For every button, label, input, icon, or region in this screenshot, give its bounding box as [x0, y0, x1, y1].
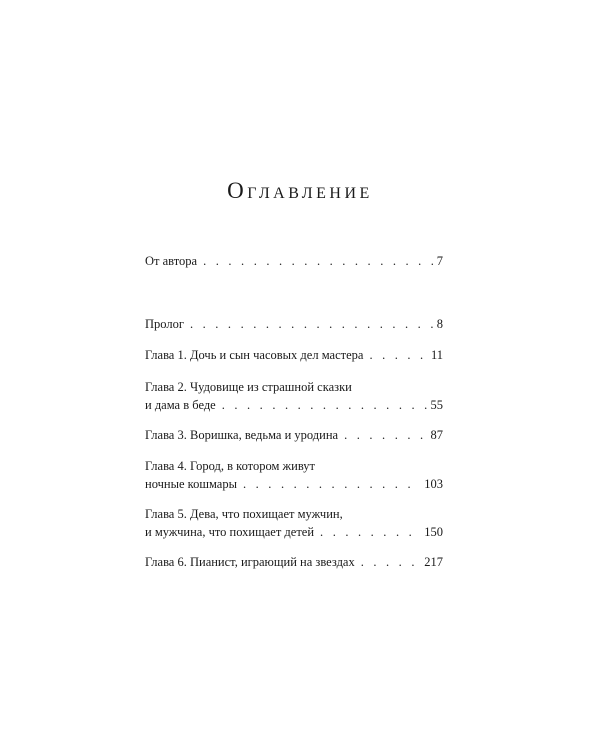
toc-leader-dots: [369, 346, 427, 364]
toc-leader-dots: [190, 315, 433, 333]
toc-entry-chapter-3[interactable]: [145, 426, 443, 444]
toc-entry-chapter-1[interactable]: [145, 346, 443, 364]
toc-line: [145, 378, 443, 396]
toc-entry-prologue[interactable]: [145, 315, 443, 333]
toc-entry-title: Глава 1. Дочь и сын часовых дел мастера: [145, 348, 364, 362]
toc-entry-chapter-4[interactable]: [145, 457, 443, 493]
toc-entry-title: Глава 6. Пианист, играющий на звездах: [145, 555, 355, 569]
toc-page-number: 150: [424, 525, 443, 539]
toc-line: [145, 315, 443, 333]
toc-entry-title-continued: ночные кошмары: [145, 477, 237, 491]
toc-entry-title-continued: и дама в беде: [145, 398, 216, 412]
toc-page-number: 103: [424, 477, 443, 491]
toc-page-number: 217: [424, 555, 443, 569]
toc-line: [145, 475, 443, 493]
toc-entry-title: Глава 3. Воришка, ведьма и уродина: [145, 428, 339, 442]
toc-line: [145, 523, 443, 541]
toc-leader-dots: [361, 553, 421, 571]
toc-page-number: 55: [430, 398, 443, 412]
toc-line: [145, 252, 443, 270]
toc-entry-author-note[interactable]: [145, 252, 443, 270]
toc-line: [145, 346, 443, 364]
toc-entry-chapter-2[interactable]: [145, 378, 443, 414]
toc-page-number: 11: [430, 348, 443, 362]
toc-leader-dots: [222, 396, 427, 414]
toc-line: [145, 505, 443, 523]
toc-entry-chapter-6[interactable]: [145, 553, 443, 571]
toc-entry-title: Глава 2. Чудовище из страшной сказки: [145, 380, 352, 394]
toc-page-number: 8: [436, 317, 443, 331]
toc-entry-title: Глава 5. Дева, что похищает мужчин,: [145, 507, 343, 521]
toc-page-number: 7: [436, 254, 443, 268]
toc-leader-dots: [203, 252, 433, 270]
toc-entry-chapter-5[interactable]: [145, 505, 443, 541]
toc-line: [145, 396, 443, 414]
toc-leader-dots: [344, 426, 426, 444]
toc-line: [145, 553, 443, 571]
toc-entry-title-continued: и мужчина, что похищает детей: [145, 525, 315, 539]
toc-line: [145, 457, 443, 475]
page-title: Оглавление: [227, 178, 373, 203]
toc-entry-title: Пролог: [145, 317, 184, 331]
toc-leader-dots: [243, 475, 420, 493]
toc-line: [145, 426, 443, 444]
toc-entry-title: От автора: [145, 254, 198, 268]
toc-page-number: 87: [430, 428, 443, 442]
toc-entry-title: Глава 4. Город, в котором живут: [145, 459, 316, 473]
toc-leader-dots: [320, 523, 420, 541]
